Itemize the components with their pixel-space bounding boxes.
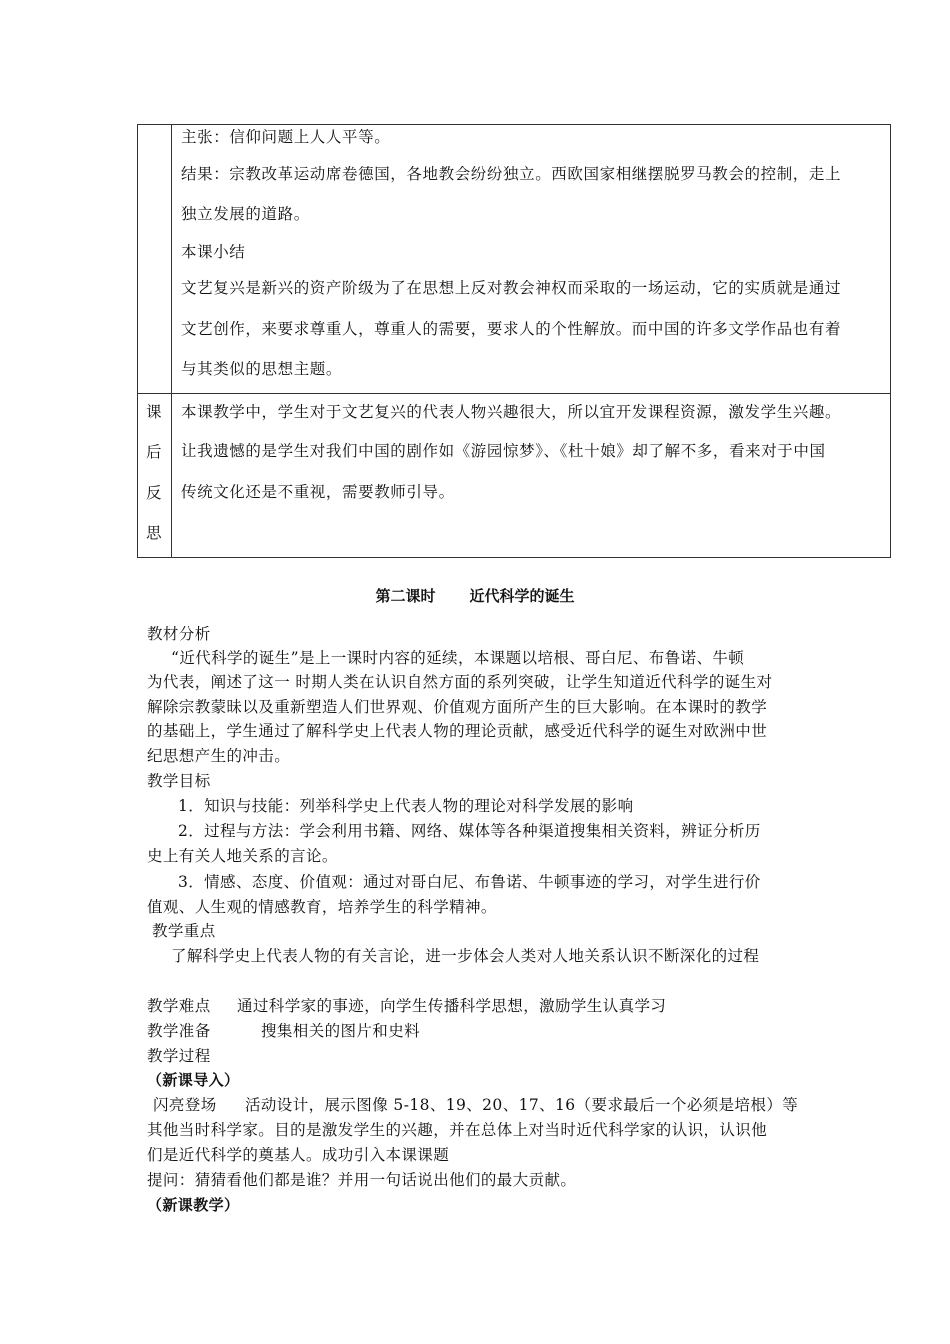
section-heading	[0, 586, 950, 606]
table-text-line: 文艺创作，来要求尊重人，尊重人的需要，要求人的个性解放。而中国的许多文学作品也有着	[181, 320, 842, 338]
analysis-line: 解除宗教蒙昧以及重新塑造人们世界观、价值观方面所产生的巨大影响。在本课时的教学	[147, 698, 768, 716]
reflection-text-line: 让我遗憾的是学生对我们中国的剧作如《游园惊梦》、《杜十娘》却了解不多，看来对于中国	[181, 442, 826, 460]
analysis-line: 的基础上，学生通过了解科学史上代表人物的理论贡献，感受近代科学的诞生对欧洲中世	[147, 722, 768, 740]
analysis-line: 为代表，阐述了这一 时期人类在认识自然方面的系列突破，让学生知道近代科学的诞生对	[147, 673, 773, 691]
goal-item: 3．情感、态度、价值观：通过对哥白尼、布鲁诺、牛顿事迹的学习，对学生进行价	[178, 873, 761, 891]
analysis-line: 纪思想产生的冲击。	[147, 747, 291, 765]
intro-text: 活动设计，展示图像 5-18、19、20、17、16（要求最后一个必须是培根）等	[245, 1096, 799, 1114]
goal-item: 1．知识与技能：列举科学史上代表人物的理论对科学发展的影响	[178, 797, 634, 815]
table-text-line: 本课小结	[181, 243, 246, 261]
reflection-label-char: 反	[146, 484, 162, 502]
difficulty-text: 通过科学家的事迹，向学生传播科学思想，激励学生认真学习	[237, 997, 667, 1015]
goal-item-continuation: 值观、人生观的情感教育，培养学生的科学精神。	[147, 898, 497, 916]
reflection-label-char: 课	[146, 403, 162, 421]
focus-heading: 教学重点	[152, 922, 216, 940]
table-border-right	[890, 124, 891, 558]
difficulty-label: 教学难点	[147, 997, 211, 1015]
intro-line: 们是近代科学的奠基人。成功引入本课课题	[147, 1146, 450, 1164]
table-border-top	[137, 124, 891, 125]
table-text-line: 独立发展的道路。	[181, 205, 310, 223]
analysis-heading: 教材分析	[147, 625, 211, 643]
analysis-line: “近代科学的诞生”是上一课时内容的延续，本课题以培根、哥白尼、布鲁诺、牛顿	[171, 649, 745, 667]
table-row-divider	[137, 393, 891, 394]
intro-line: 其他当时科学家。目的是激发学生的兴趣，并在总体上对当时近代科学家的认识，认识他	[147, 1121, 768, 1139]
goal-item-continuation: 史上有关人地关系的言论。	[147, 847, 338, 865]
prep-label: 教学准备	[147, 1022, 211, 1040]
table-border-bottom	[137, 557, 891, 558]
table-border-left	[137, 124, 138, 558]
table-text-line: 与其类似的思想主题。	[181, 360, 343, 378]
prep-text: 搜集相关的图片和史料	[261, 1022, 421, 1040]
teaching-heading: （新课教学）	[147, 1196, 240, 1214]
table-column-divider	[171, 124, 172, 558]
table-text-line: 结果：宗教改革运动席卷德国，各地教会纷纷独立。西欧国家相继摆脱罗马教会的控制，走上	[181, 165, 842, 183]
goals-heading: 教学目标	[147, 772, 211, 790]
lesson-title: 近代科学的诞生	[469, 587, 575, 605]
intro-label: 闪亮登场	[153, 1096, 217, 1114]
goal-item: 2．过程与方法：学会利用书籍、网络、媒体等各种渠道搜集相关资料，辨证分析历	[178, 822, 761, 840]
table-text-line: 文艺复兴是新兴的资产阶级为了在思想上反对教会神权而采取的一场运动，它的实质就是通过	[181, 279, 842, 297]
reflection-label-char: 后	[146, 443, 162, 461]
reflection-label-char: 思	[146, 524, 162, 542]
intro-heading: （新课导入）	[147, 1071, 240, 1089]
reflection-text-line: 本课教学中，学生对于文艺复兴的代表人物兴趣很大，所以宜开发课程资源，激发学生兴趣。	[181, 403, 842, 421]
lesson-number: 第二课时	[375, 587, 436, 605]
table-text-line: 主张：信仰问题上人人平等。	[181, 128, 391, 146]
process-heading: 教学过程	[147, 1047, 211, 1065]
question-text: 提问：猜猜看他们都是谁？并用一句话说出他们的最大贡献。	[147, 1171, 577, 1189]
reflection-text-line: 传统文化还是不重视，需要教师引导。	[181, 483, 455, 501]
focus-text: 了解科学史上代表人物的有关言论，进一步体会人类对人地关系认识不断深化的过程	[171, 947, 760, 965]
